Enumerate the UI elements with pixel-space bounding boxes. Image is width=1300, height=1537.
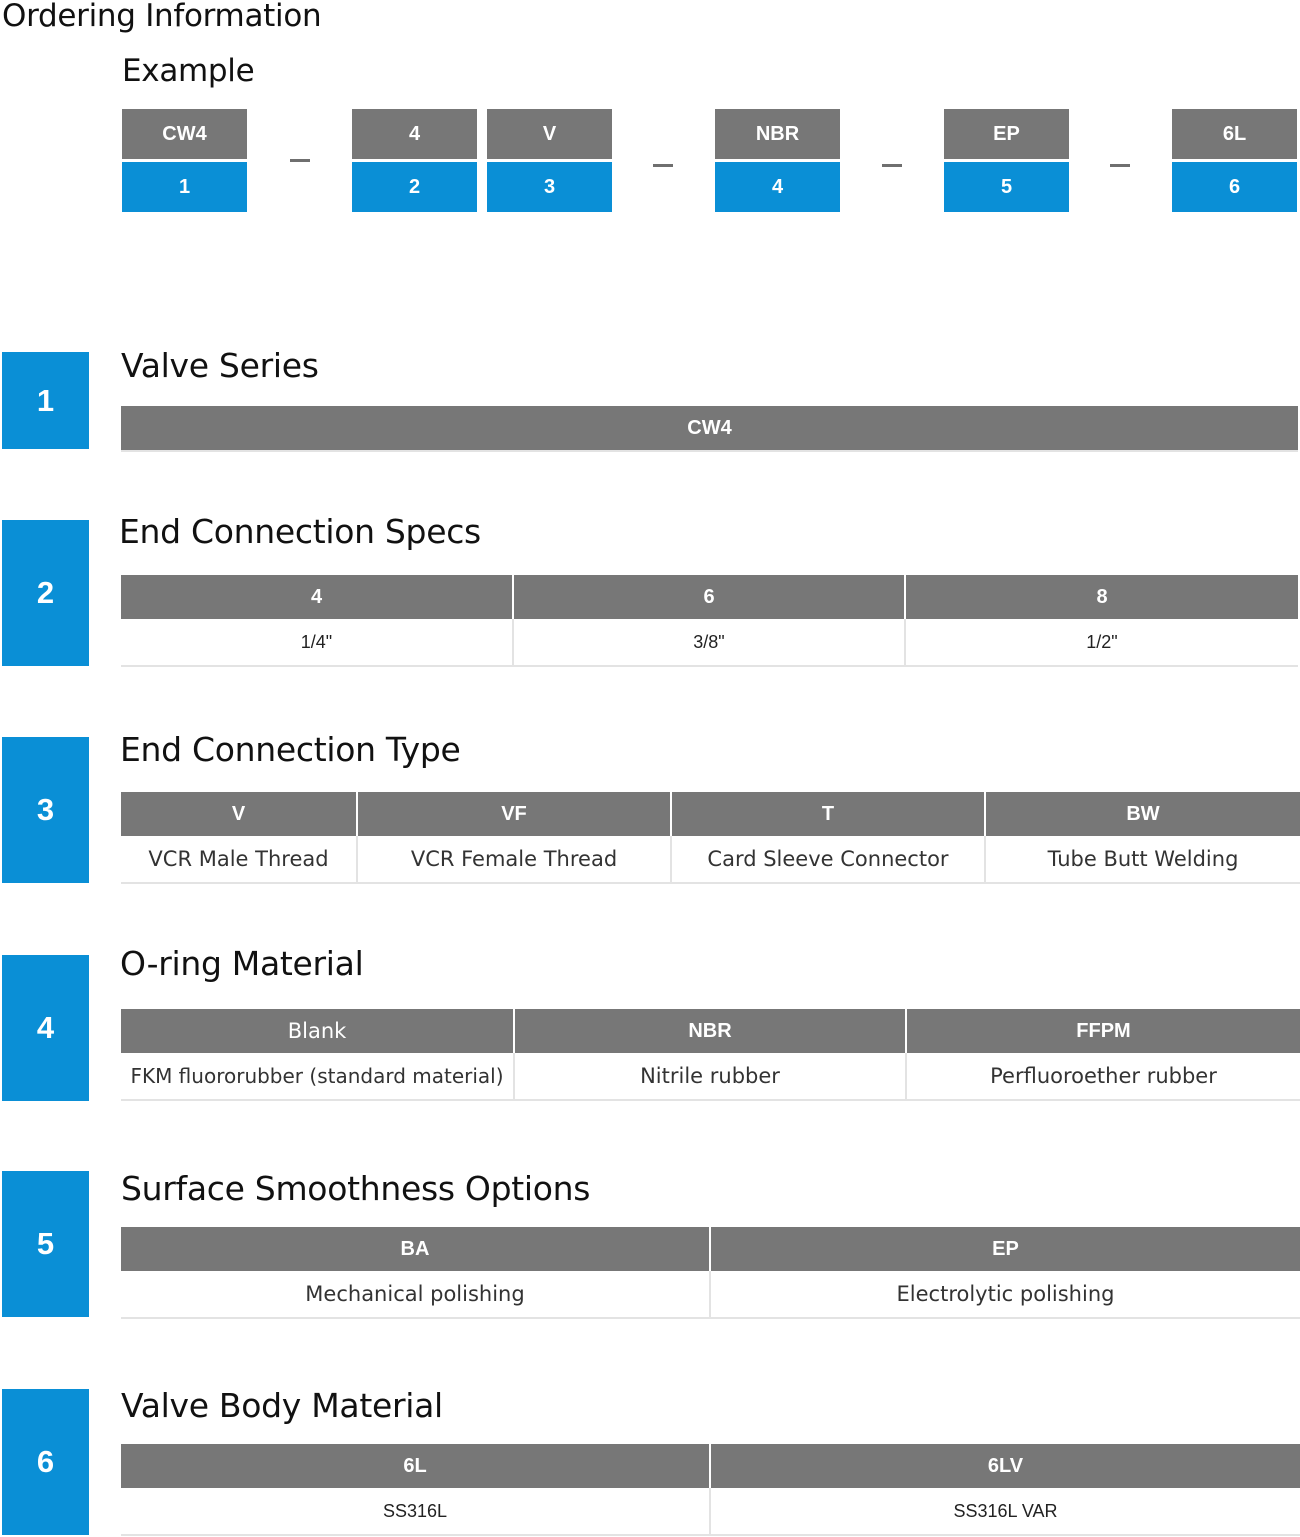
example-code-index: 2 [352, 162, 477, 212]
section-number-5: 5 [2, 1171, 89, 1317]
separator-dash [1110, 164, 1130, 167]
table-cell: SS316L VAR [953, 1500, 1058, 1521]
table-header-row [121, 1444, 1300, 1488]
example-code-1 [122, 109, 247, 214]
table-cell: 1/4" [121, 619, 514, 665]
section-title-valve-body-material: Valve Body Material [121, 1386, 443, 1425]
table-header-row [121, 1227, 1300, 1271]
table-header-cell: 6 [514, 575, 906, 619]
section-number-3: 3 [2, 737, 89, 883]
end-connection-specs-table [121, 575, 1298, 667]
valve-series-table [121, 406, 1298, 452]
table-row [121, 619, 1298, 667]
example-code-value: CW4 [122, 109, 247, 159]
section-title-valve-series: Valve Series [121, 346, 319, 385]
valve-series-value: CW4 [121, 406, 1298, 452]
table-row [121, 1488, 1300, 1536]
table-header-cell: 6L [121, 1444, 711, 1488]
separator-dash [290, 159, 310, 162]
table-header-cell: NBR [515, 1009, 907, 1053]
table-row [121, 1271, 1300, 1319]
table-header-cell: EP [711, 1227, 1300, 1271]
table-header-cell: VF [358, 792, 672, 836]
example-code-5 [944, 109, 1069, 214]
table-cell: Electrolytic polishing [896, 1282, 1115, 1306]
o-ring-material-table [121, 1009, 1300, 1101]
example-code-value: 6L [1172, 109, 1297, 159]
table-header-cell: 6LV [711, 1444, 1300, 1488]
end-connection-type-table [121, 792, 1300, 884]
table-header-row [121, 1009, 1300, 1053]
section-number-6: 6 [2, 1389, 89, 1535]
table-cell: Perfluoroether rubber [990, 1064, 1217, 1088]
example-code-value: V [487, 109, 612, 159]
table-row [121, 836, 1300, 884]
example-title: Example [122, 53, 255, 89]
table-header-cell: 4 [121, 575, 514, 619]
example-code-4 [715, 109, 840, 214]
table-header-cell: BA [121, 1227, 711, 1271]
surface-smoothness-table [121, 1227, 1300, 1319]
separator-dash [653, 164, 673, 167]
section-title-surface-smoothness-options: Surface Smoothness Options [121, 1169, 591, 1208]
example-code-index: 5 [944, 162, 1069, 212]
example-code-index: 3 [487, 162, 612, 212]
example-code-index: 6 [1172, 162, 1297, 212]
table-header-cell: Blank [121, 1009, 515, 1053]
page-title: Ordering Information [2, 0, 322, 34]
table-header-row [121, 792, 1300, 836]
table-cell: Tube Butt Welding [1047, 847, 1239, 871]
section-title-o-ring-material: O-ring Material [120, 944, 364, 983]
table-cell: Card Sleeve Connector [672, 836, 986, 882]
table-header-row [121, 575, 1298, 619]
section-number-1: 1 [2, 352, 89, 449]
table-cell: FKM fluororubber (standard material) [121, 1053, 515, 1099]
table-cell: 1/2" [1086, 631, 1118, 652]
table-row [121, 1053, 1300, 1101]
table-header-cell: BW [986, 792, 1300, 836]
table-header-cell: T [672, 792, 986, 836]
table-cell: Mechanical polishing [121, 1271, 711, 1317]
section-title-end-connection-type: End Connection Type [120, 730, 461, 769]
valve-body-material-table [121, 1444, 1300, 1536]
table-cell: 3/8" [514, 619, 906, 665]
example-code-value: EP [944, 109, 1069, 159]
table-cell: VCR Male Thread [121, 836, 358, 882]
example-code-6 [1172, 109, 1297, 214]
table-cell: Nitrile rubber [515, 1053, 907, 1099]
table-header-cell: V [121, 792, 358, 836]
example-code-value: NBR [715, 109, 840, 159]
example-code-value: 4 [352, 109, 477, 159]
table-header-cell: FFPM [907, 1009, 1300, 1053]
table-cell: VCR Female Thread [358, 836, 672, 882]
example-code-index: 4 [715, 162, 840, 212]
example-code-3 [487, 109, 612, 214]
section-title-end-connection-specs: End Connection Specs [119, 512, 481, 551]
separator-dash [882, 164, 902, 167]
example-code-2 [352, 109, 477, 214]
section-number-4: 4 [2, 955, 89, 1101]
table-cell: SS316L [121, 1488, 711, 1534]
table-header-cell: 8 [906, 575, 1298, 619]
example-code-index: 1 [122, 162, 247, 212]
section-number-2: 2 [2, 520, 89, 666]
